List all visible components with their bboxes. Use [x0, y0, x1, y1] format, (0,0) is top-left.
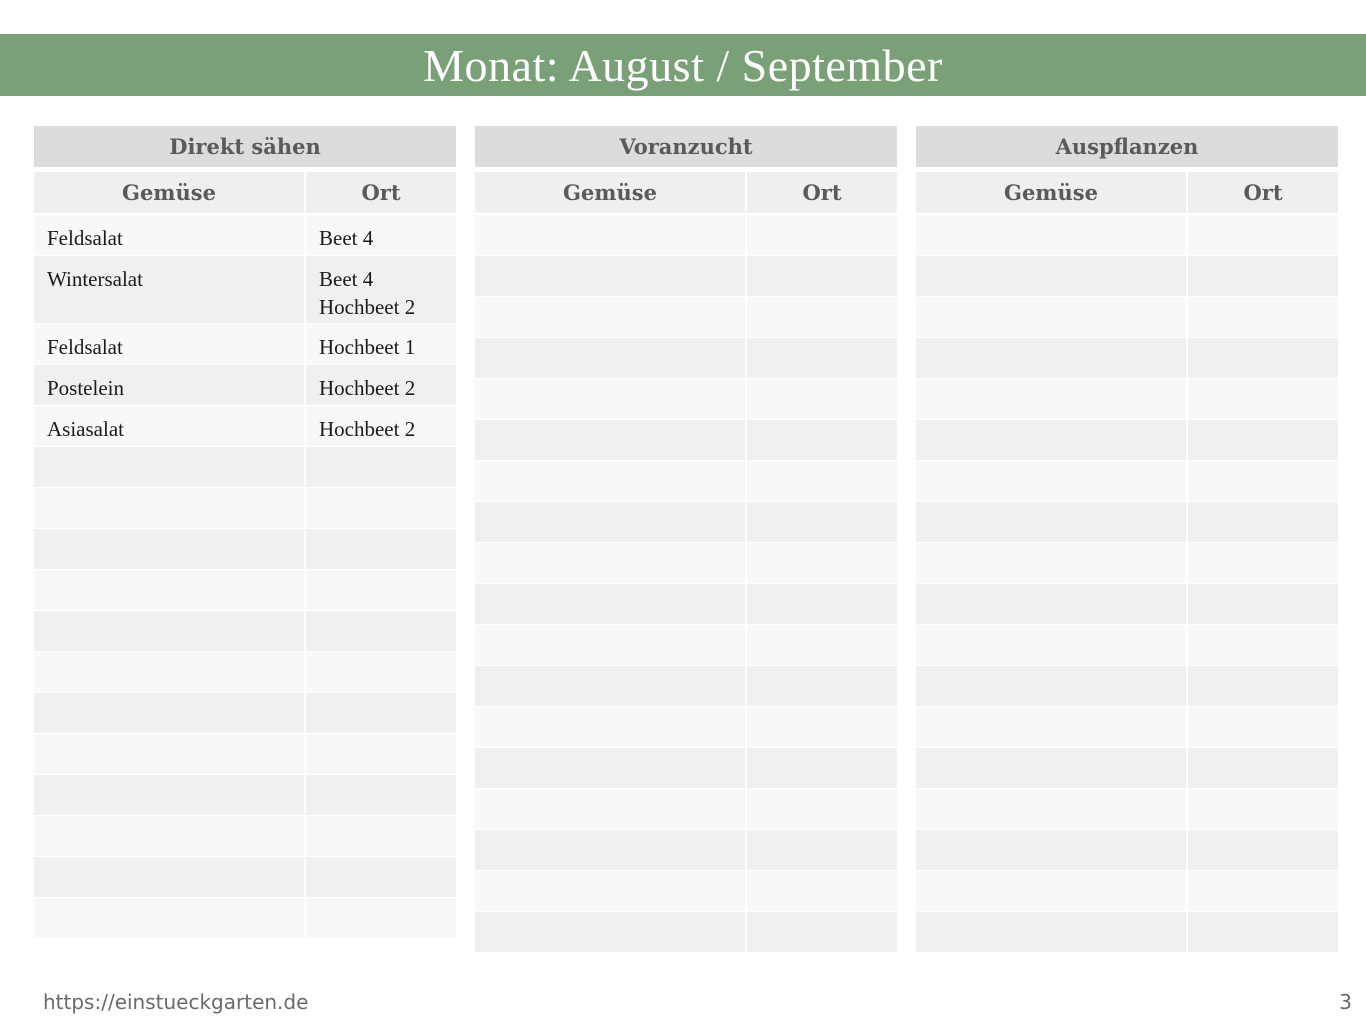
cell-gemuese [916, 748, 1186, 788]
cell-gemuese [916, 215, 1186, 255]
table-row [34, 324, 456, 364]
table-row [475, 871, 897, 911]
cell-ort-line: Beet 4 [319, 267, 374, 291]
cell-gemuese [475, 461, 745, 501]
cell-gemuese [34, 816, 304, 856]
cell-gemuese [34, 693, 304, 733]
table-row [475, 420, 897, 460]
cell-ort-line: Hochbeet 2 [319, 417, 416, 441]
cell-gemuese [34, 775, 304, 815]
table-row [916, 830, 1338, 870]
cell-ort [747, 461, 897, 501]
cell-gemuese: Asiasalat [34, 406, 304, 446]
cell-ort [306, 215, 456, 255]
table-row [916, 748, 1338, 788]
table-row [916, 666, 1338, 706]
cell-gemuese [34, 898, 304, 938]
cell-gemuese [916, 297, 1186, 337]
table-row [916, 543, 1338, 583]
cell-ort [747, 379, 897, 419]
cell-ort [747, 297, 897, 337]
table-row [916, 912, 1338, 952]
cell-ort [306, 529, 456, 569]
cell-gemuese [916, 338, 1186, 378]
cell-ort [1188, 461, 1338, 501]
cell-ort [1188, 584, 1338, 624]
cell-gemuese [34, 652, 304, 692]
table-row [916, 256, 1338, 296]
cell-ort [747, 789, 897, 829]
cell-ort [306, 775, 456, 815]
table-row [34, 529, 456, 569]
table-row [916, 789, 1338, 829]
column-header-ort: Ort [306, 172, 456, 213]
table-row [475, 707, 897, 747]
table-row [916, 461, 1338, 501]
table-row [34, 775, 456, 815]
cell-gemuese [916, 912, 1186, 952]
cell-ort-line: Hochbeet 1 [319, 335, 416, 359]
table-row [916, 584, 1338, 624]
cell-gemuese [475, 502, 745, 542]
table-row [34, 215, 456, 255]
table-row [916, 338, 1338, 378]
cell-gemuese [475, 420, 745, 460]
table-row [475, 502, 897, 542]
cell-gemuese [34, 734, 304, 774]
cell-gemuese [34, 611, 304, 651]
cell-gemuese [916, 543, 1186, 583]
cell-ort [747, 748, 897, 788]
table-row [34, 898, 456, 938]
cell-gemuese [916, 420, 1186, 460]
cell-gemuese [475, 543, 745, 583]
column-header-gemuese: Gemüse [916, 172, 1186, 213]
cell-ort [306, 488, 456, 528]
cell-gemuese [34, 447, 304, 487]
cell-gemuese [916, 871, 1186, 911]
section-auspflanzen [916, 126, 1338, 953]
column-header-ort: Ort [1188, 172, 1338, 213]
cell-ort [1188, 543, 1338, 583]
table-row [34, 406, 456, 446]
table-body [916, 215, 1338, 952]
cell-ort [306, 256, 456, 323]
cell-gemuese [475, 379, 745, 419]
cell-ort [1188, 502, 1338, 542]
table-row [475, 789, 897, 829]
cell-ort [1188, 748, 1338, 788]
table-row [34, 652, 456, 692]
cell-ort [1188, 215, 1338, 255]
table-row [916, 379, 1338, 419]
cell-ort [306, 611, 456, 651]
table-row [916, 502, 1338, 542]
cell-gemuese [916, 461, 1186, 501]
table-row [34, 857, 456, 897]
table-row [34, 488, 456, 528]
cell-ort [1188, 666, 1338, 706]
cell-gemuese [34, 570, 304, 610]
table-row [916, 215, 1338, 255]
cell-ort [747, 666, 897, 706]
table-row [475, 748, 897, 788]
cell-gemuese [475, 912, 745, 952]
cell-gemuese [916, 707, 1186, 747]
cell-ort [747, 502, 897, 542]
column-header-gemuese: Gemüse [34, 172, 304, 213]
cell-ort [1188, 297, 1338, 337]
table-row [34, 734, 456, 774]
cell-gemuese [475, 297, 745, 337]
cell-gemuese [34, 857, 304, 897]
footer-url: https://einstueckgarten.de [43, 990, 309, 1014]
cell-ort [747, 256, 897, 296]
table-row [475, 912, 897, 952]
cell-ort [747, 912, 897, 952]
column-header-ort: Ort [747, 172, 897, 213]
section-title: Voranzucht [475, 126, 897, 167]
cell-ort [1188, 707, 1338, 747]
cell-ort [306, 406, 456, 446]
table-row [34, 365, 456, 405]
cell-gemuese [916, 830, 1186, 870]
cell-ort [306, 365, 456, 405]
cell-ort [1188, 256, 1338, 296]
table-row [34, 256, 456, 323]
table-row [916, 871, 1338, 911]
table-body [34, 215, 456, 938]
table-row [34, 447, 456, 487]
table-row [475, 256, 897, 296]
cell-ort [306, 447, 456, 487]
cell-ort [306, 693, 456, 733]
table-row [34, 570, 456, 610]
column-header-row [34, 172, 456, 213]
cell-ort [747, 215, 897, 255]
cell-gemuese [34, 488, 304, 528]
cell-ort [1188, 912, 1338, 952]
section-title: Direkt sähen [34, 126, 456, 167]
table-row [475, 543, 897, 583]
cell-ort [747, 625, 897, 665]
cell-gemuese: Wintersalat [34, 256, 304, 323]
cell-gemuese [475, 666, 745, 706]
cell-ort [747, 830, 897, 870]
table-row [475, 379, 897, 419]
cell-gemuese [475, 338, 745, 378]
cell-ort [306, 734, 456, 774]
cell-gemuese [916, 625, 1186, 665]
cell-gemuese [475, 871, 745, 911]
cell-gemuese [475, 748, 745, 788]
column-header-row [475, 172, 897, 213]
cell-ort-line: Beet 4 [319, 226, 374, 250]
cell-ort-line: Hochbeet 2 [319, 295, 416, 319]
cell-gemuese [475, 789, 745, 829]
table-row [475, 625, 897, 665]
page-number: 3 [1339, 990, 1352, 1014]
cell-ort [1188, 420, 1338, 460]
cell-gemuese [916, 379, 1186, 419]
cell-gemuese [475, 625, 745, 665]
section-voranzucht [475, 126, 897, 953]
cell-ort [747, 707, 897, 747]
table-row [916, 420, 1338, 460]
cell-ort [306, 652, 456, 692]
cell-ort [1188, 789, 1338, 829]
table-body [475, 215, 897, 952]
table-row [475, 215, 897, 255]
table-row [916, 707, 1338, 747]
cell-ort-line: Hochbeet 2 [319, 376, 416, 400]
table-row [34, 611, 456, 651]
cell-gemuese: Feldsalat [34, 324, 304, 364]
column-header-gemuese: Gemüse [475, 172, 745, 213]
cell-gemuese [475, 830, 745, 870]
table-row [34, 816, 456, 856]
cell-gemuese [916, 666, 1186, 706]
cell-gemuese [475, 584, 745, 624]
table-row [475, 830, 897, 870]
table-row [475, 338, 897, 378]
cell-gemuese [916, 789, 1186, 829]
cell-gemuese [475, 256, 745, 296]
section-direkt-saehen [34, 126, 456, 939]
table-row [475, 461, 897, 501]
table-row [916, 297, 1338, 337]
table-row [475, 584, 897, 624]
cell-ort [747, 871, 897, 911]
cell-ort [306, 324, 456, 364]
table-row [34, 693, 456, 733]
cell-gemuese: Postelein [34, 365, 304, 405]
cell-ort [306, 898, 456, 938]
cell-ort [747, 420, 897, 460]
cell-ort [1188, 871, 1338, 911]
cell-gemuese [916, 502, 1186, 542]
cell-ort [747, 584, 897, 624]
cell-ort [747, 338, 897, 378]
cell-gemuese [475, 215, 745, 255]
cell-ort [306, 857, 456, 897]
cell-ort [1188, 830, 1338, 870]
table-row [475, 666, 897, 706]
cell-ort [1188, 338, 1338, 378]
cell-gemuese [916, 584, 1186, 624]
cell-gemuese [916, 256, 1186, 296]
section-title: Auspflanzen [916, 126, 1338, 167]
cell-gemuese [475, 707, 745, 747]
cell-ort [306, 570, 456, 610]
table-row [475, 297, 897, 337]
cell-gemuese: Feldsalat [34, 215, 304, 255]
cell-ort [1188, 625, 1338, 665]
cell-ort [306, 816, 456, 856]
cell-gemuese [34, 529, 304, 569]
cell-ort [1188, 379, 1338, 419]
column-header-row [916, 172, 1338, 213]
page-title: Monat: August / September [0, 34, 1366, 96]
cell-ort [747, 543, 897, 583]
table-row [916, 625, 1338, 665]
